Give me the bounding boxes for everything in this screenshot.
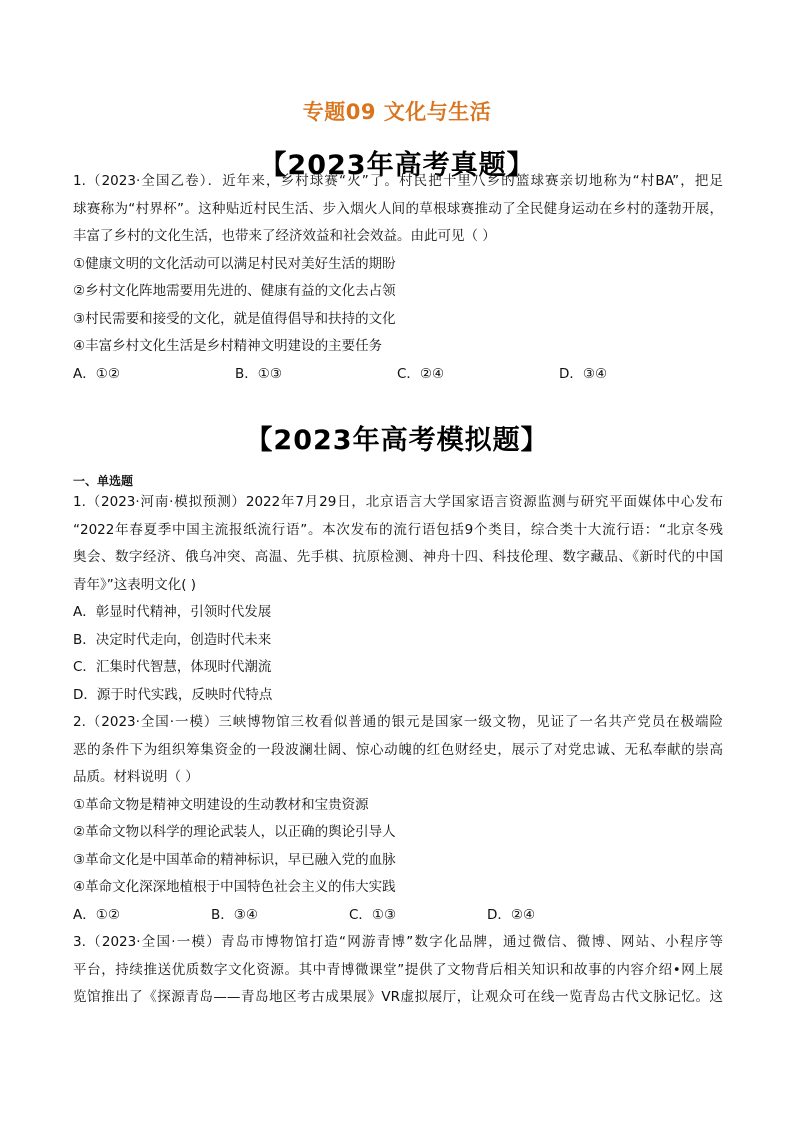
statement-item: ③村民需要和接受的文化，就是值得倡导和扶持的文化 bbox=[73, 310, 396, 327]
statement-item: ①健康文明的文化活动可以满足村民对美好生活的期盼 bbox=[73, 255, 396, 272]
statement-item: ③革命文化是中国革命的精神标识，早已融入党的血脉 bbox=[73, 851, 396, 868]
option-a: A．①② bbox=[73, 906, 120, 923]
answer-options bbox=[73, 361, 723, 389]
option-d: D．②④ bbox=[487, 906, 536, 923]
topic-title: 专题09 文化与生活 bbox=[302, 100, 492, 124]
option-b: B．①③ bbox=[235, 365, 282, 382]
statement-item: ①革命文物是精神文明建设的生动教材和宝贵资源 bbox=[73, 796, 369, 813]
question-stem-line: 平台，持续推送优质数字文化资源。其中青博微课堂”提供了文物背后相关知识和故事的内容介绍•网上展 bbox=[73, 961, 723, 978]
option-c: C．汇集时代智慧，体现时代潮流 bbox=[73, 659, 272, 675]
question-stem-line: 球赛称为“村界杯”。这种贴近村民生活、步入烟火人间的草根球赛推动了全民健身运动在乡村的蓬勃开展， bbox=[73, 200, 723, 217]
statement-item: ④革命文化深深地植根于中国特色社会主义的伟大实践 bbox=[73, 879, 396, 895]
option-b: B．决定时代走向，创造时代未来 bbox=[73, 631, 272, 648]
option-a: A．彰显时代精神，引领时代发展 bbox=[73, 604, 272, 620]
question-stem-line: 1.（2023·河南·模拟预测）2022年7月29日，北京语言大学国家语言资源监测与研究平面媒体中心发布 bbox=[73, 494, 723, 510]
statement-item: ②革命文物以科学的理论武装人，以正确的舆论引导人 bbox=[73, 824, 396, 840]
question-stem-line: 品质。材料说明（ ） bbox=[73, 769, 199, 785]
option-c: C．②④ bbox=[397, 365, 445, 382]
question-stem-line: 览馆推出了《探源青岛——青岛地区考古成果展》VR虚拟展厅，让观众可在线一览青岛古代文脉记忆。这 bbox=[73, 989, 723, 1005]
option-a: A．①② bbox=[73, 365, 120, 382]
statement-item: ②乡村文化阵地需要用先进的、健康有益的文化去占领 bbox=[73, 283, 396, 299]
question-real-1 bbox=[73, 168, 723, 388]
section-header-single-choice: 一、单选题 bbox=[73, 474, 134, 488]
question-stem-line: 2.（2023·全国·一模）三峡博物馆三枚看似普通的银元是国家一级文物，见证了一名共产党员在极端险 bbox=[73, 714, 723, 730]
option-b: B．③④ bbox=[211, 906, 258, 923]
mock-questions bbox=[73, 489, 723, 1012]
question-stem-line: 奥会、数字经济、俄乌冲突、高温、先手棋、抗原检测、神舟十四、科技伦理、数字藏品、《新时代的中国 bbox=[73, 549, 723, 565]
option-d: D．③④ bbox=[559, 365, 608, 382]
option-d: D．源于时代实践，反映时代特点 bbox=[73, 686, 273, 703]
question-stem-line: 恶的条件下为组织筹集资金的一段波澜壮阔、惊心动魄的红色财经史，展示了对党忠诚、无私奉献的崇高 bbox=[73, 741, 723, 758]
statement-item: ④丰富乡村文化生活是乡村精神文明建设的主要任务 bbox=[73, 338, 383, 354]
question-stem-line: 丰富了乡村的文化生活，也带来了经济效益和社会效益。由此可见（ ） bbox=[73, 228, 496, 244]
question-stem-line: 1.（2023·全国乙卷）．近年来，乡村球赛“火”了。村民把十里八乡的篮球赛亲切地称为“村BA”，把足 bbox=[73, 173, 723, 189]
section-title-mock-exam: 【2023年高考模拟题】 bbox=[245, 425, 549, 456]
question-stem-line: 青年》”这表明文化( ) bbox=[73, 576, 197, 593]
option-c: C．①③ bbox=[349, 906, 397, 923]
answer-options bbox=[73, 902, 723, 930]
question-stem-line: 3.（2023·全国·一模）青岛市博物馆打造“网游青博”数字化品牌，通过微信、微博、网站、小程序等 bbox=[73, 934, 723, 950]
question-stem-line: “2022年春夏季中国主流报纸流行语”。本次发布的流行语包括9个类目，综合类十大流行语：“北京冬残 bbox=[73, 521, 723, 538]
section-title-real-exam: 【2023年高考真题】 bbox=[259, 150, 535, 181]
